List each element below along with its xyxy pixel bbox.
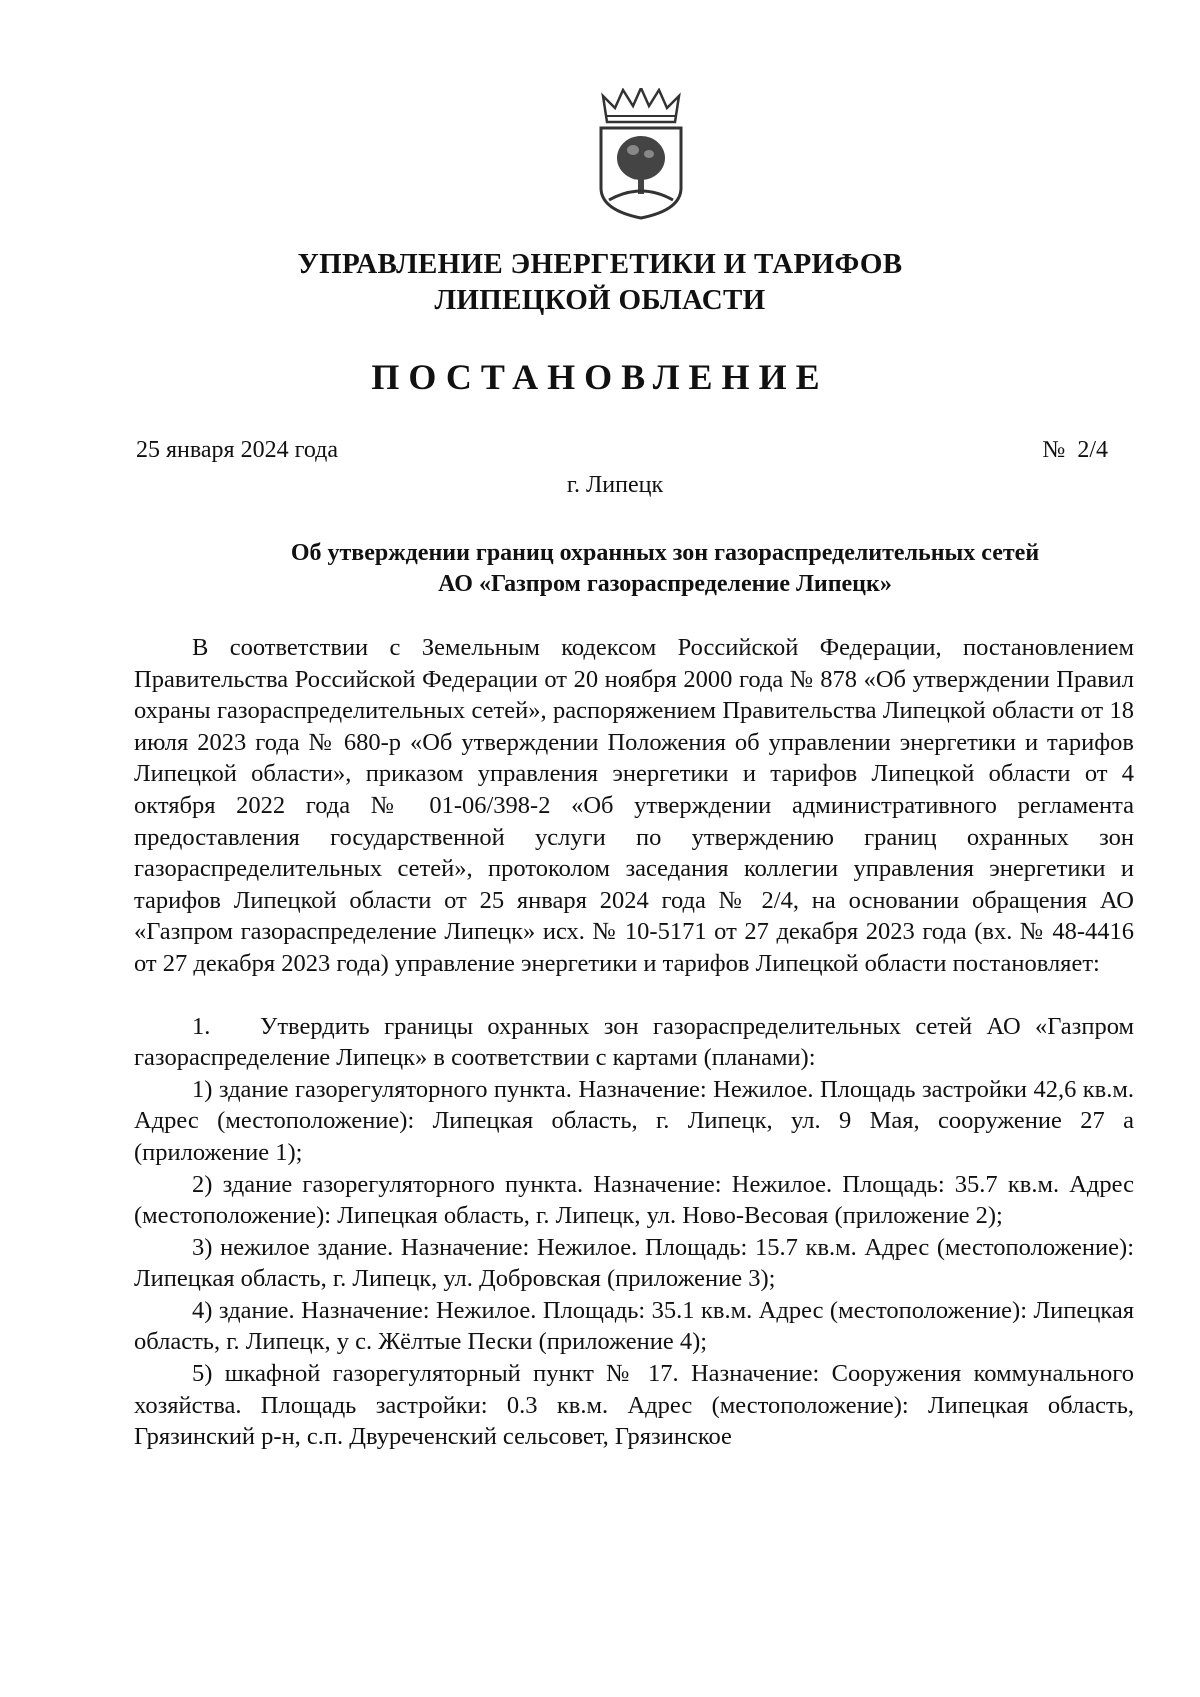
issuing-authority (0, 246, 1200, 318)
coat-of-arms-emblem (597, 88, 685, 220)
subject-line-2: АО «Газпром газораспределение Липецк» (438, 571, 892, 597)
subitem-3: 3) нежилое здание. Назначение: Нежилое. Площадь: 15.7 кв.м. Адрес (местоположение): Липецкая область, г. Липецк, ул. Добровская (приложение 3); (134, 1233, 1134, 1293)
subitem-1: 1) здание газорегуляторного пункта. Назначение: Нежилое. Площадь застройки 42,6 кв.м. Адрес (местоположение): Липецкая область, г. Липецк, ул. 9 Мая, сооружение 27 а (приложение 1); (134, 1075, 1134, 1166)
preamble-paragraph: В соответствии с Земельным кодексом Российской Федерации, постановлением Правительства Российской Федерации от 20 ноября 2000 года № 878 «Об утверждении Правил охраны газораспределительных сетей», распоряжением Правительства Липецкой области от 18 июля 2023 года № 680-р «Об утверждении Положения об управлении энергетики и тарифов Липецкой области», приказом управления энергетики и тарифов Липецкой области от 4 октября 2022 года № 01-06/398-2 «Об утверждении административного регламента предоставления государственной услуги по утверждению границ охранных зон газораспределительных сетей», протоколом заседания коллегии управления энергетики и тарифов Липецкой области от 25 января 2024 года № 2/4, на основании обращения АО «Газпром газораспределение Липецк» исх. № 10-5171 от 27 декабря 2023 года (вх. № 48-4416 от 27 декабря 2023 года) управление энергетики и тарифов Липецкой области постановляет: (134, 634, 1134, 977)
document-city: г. Липецк (566, 472, 664, 498)
document-number (1042, 437, 1108, 464)
authority-line-1: УПРАВЛЕНИЕ ЭНЕРГЕТИКИ И ТАРИФОВ (297, 248, 903, 280)
clause-1-number: 1. (192, 1012, 211, 1040)
number-value: 2/4 (1077, 437, 1108, 463)
subject-line-1: Об утверждении границ охранных зон газораспределительных сетей (290, 540, 1040, 566)
document-type-title: ПОСТАНОВЛЕНИЕ (371, 357, 829, 397)
number-sign: № (1042, 437, 1066, 463)
document-body (134, 632, 1134, 1453)
document-subject (205, 538, 1125, 600)
clause-1 (134, 1011, 1134, 1074)
subitem-2: 2) здание газорегуляторного пункта. Назначение: Нежилое. Площадь: 35.7 кв.м. Адрес (местоположение): Липецкая область, г. Липецк, ул. Ново-Весовая (приложение 2); (134, 1170, 1134, 1230)
subitem-4: 4) здание. Назначение: Нежилое. Площадь: 35.1 кв.м. Адрес (местоположение): Липецкая область, г. Липецк, у с. Жёлтые Пески (приложение 4); (134, 1296, 1134, 1356)
document-date: 25 января 2024 года (136, 437, 339, 463)
authority-line-2: ЛИПЕЦКОЙ ОБЛАСТИ (434, 284, 766, 316)
clause-1-text: Утвердить границы охранных зон газораспределительных сетей АО «Газпром газораспределение Липецк» в соответствии с картами (планами): (134, 1012, 1134, 1072)
subitem-5: 5) шкафной газорегуляторный пункт № 17. Назначение: Сооружения коммунального хозяйства. Площадь застройки: 0.3 кв.м. Адрес (местоположение): Липецкая область, Грязинский р-н, с.п. Двуреченский сельсовет, Грязинское (134, 1360, 1134, 1451)
